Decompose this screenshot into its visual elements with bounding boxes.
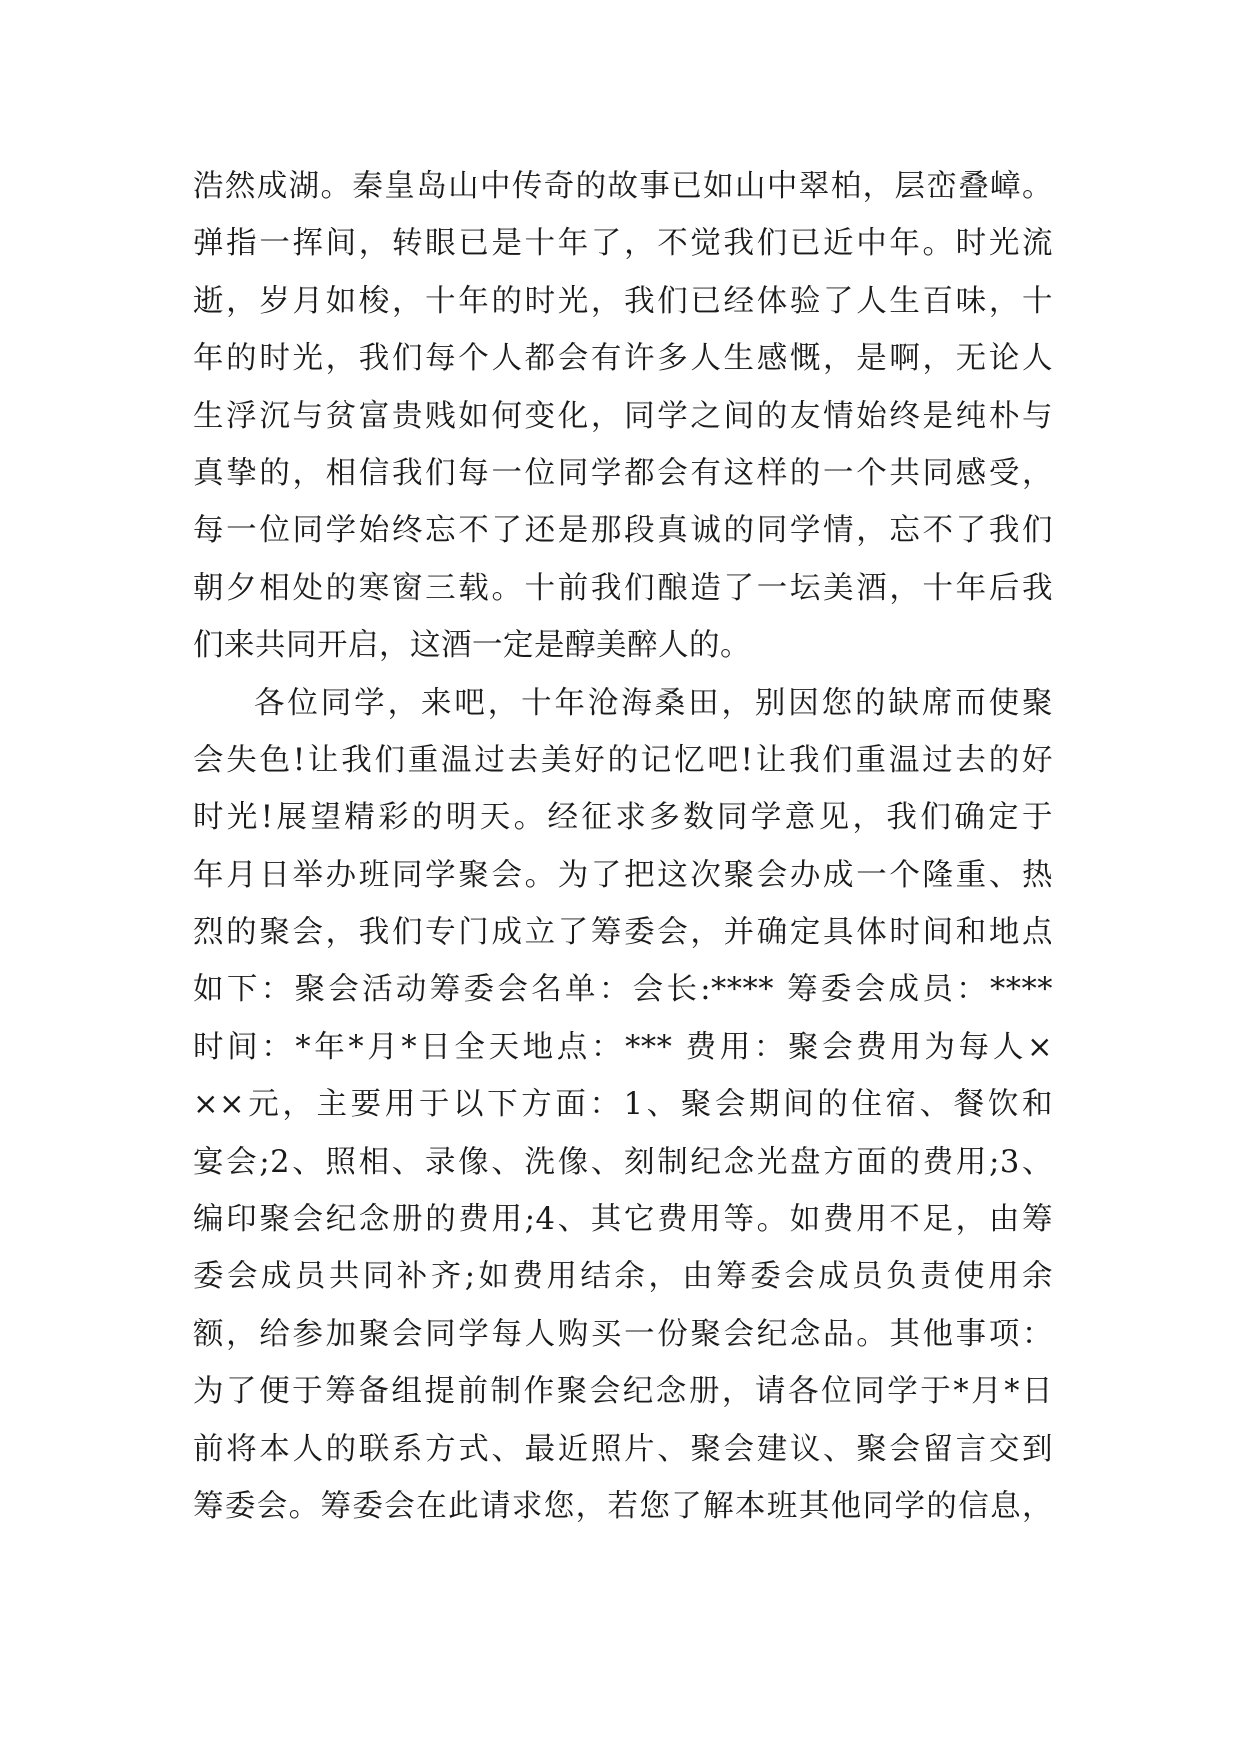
text-line: 为了便于筹备组提前制作聚会纪念册，请各位同学于*月*日 (193, 1374, 1053, 1410)
text-line: 编印聚会纪念册的费用;4、其它费用等。如费用不足，由筹 (193, 1202, 1053, 1238)
text-line: 浩然成湖。秦皇岛山中传奇的故事已如山中翠柏，层峦叠嶂。 (193, 169, 1053, 204)
document-body (193, 158, 1053, 1535)
text-line: 朝夕相处的寒窗三载。十前我们酿造了一坛美酒，十年后我 (193, 570, 1053, 606)
text-line: 筹委会。筹委会在此请求您，若您了解本班其他同学的信息， (193, 1488, 1053, 1524)
text-line: 委会成员共同补齐;如费用结余，由筹委会成员负责使用余 (193, 1259, 1053, 1295)
text-line: 时间：*年*月*日全天地点：*** 费用：聚会费用为每人× (193, 1029, 1053, 1065)
paragraph-2 (193, 675, 1053, 1536)
text-line: 宴会;2、照相、录像、洗像、刻制纪念光盘方面的费用;3、 (193, 1144, 1053, 1180)
text-line: 年的时光，我们每个人都会有许多人生感慨，是啊，无论人 (193, 341, 1053, 377)
text-line: 每一位同学始终忘不了还是那段真诚的同学情，忘不了我们 (193, 513, 1053, 549)
paragraph-1 (193, 158, 1053, 675)
text-line: 逝，岁月如梭，十年的时光，我们已经体验了人生百味，十 (193, 283, 1053, 319)
text-line: 会失色!让我们重温过去美好的记忆吧!让我们重温过去的好 (193, 742, 1053, 778)
text-line: 真挚的，相信我们每一位同学都会有这样的一个共同感受， (193, 455, 1053, 491)
text-line: 如下：聚会活动筹委会名单：会长:**** 筹委会成员：**** (193, 972, 1053, 1008)
text-line: 各位同学，来吧，十年沧海桑田，别因您的缺席而使聚 (254, 685, 1053, 721)
text-line: 前将本人的联系方式、最近照片、聚会建议、聚会留言交到 (193, 1431, 1053, 1467)
text-line: 生浮沉与贫富贵贱如何变化，同学之间的友情始终是纯朴与 (193, 398, 1053, 434)
text-line: 们来共同开启，这酒一定是醇美醉人的。 (193, 628, 751, 664)
text-line: ××元，主要用于以下方面：1、聚会期间的住宿、餐饮和 (193, 1087, 1053, 1123)
text-line: 时光!展望精彩的明天。经征求多数同学意见，我们确定于 (193, 800, 1053, 836)
text-line: 烈的聚会，我们专门成立了筹委会，并确定具体时间和地点 (193, 915, 1053, 951)
text-line: 弹指一挥间，转眼已是十年了，不觉我们已近中年。时光流 (193, 226, 1053, 262)
text-line: 额，给参加聚会同学每人购买一份聚会纪念品。其他事项： (193, 1316, 1053, 1352)
text-line: 年月日举办班同学聚会。为了把这次聚会办成一个隆重、热 (193, 857, 1053, 893)
